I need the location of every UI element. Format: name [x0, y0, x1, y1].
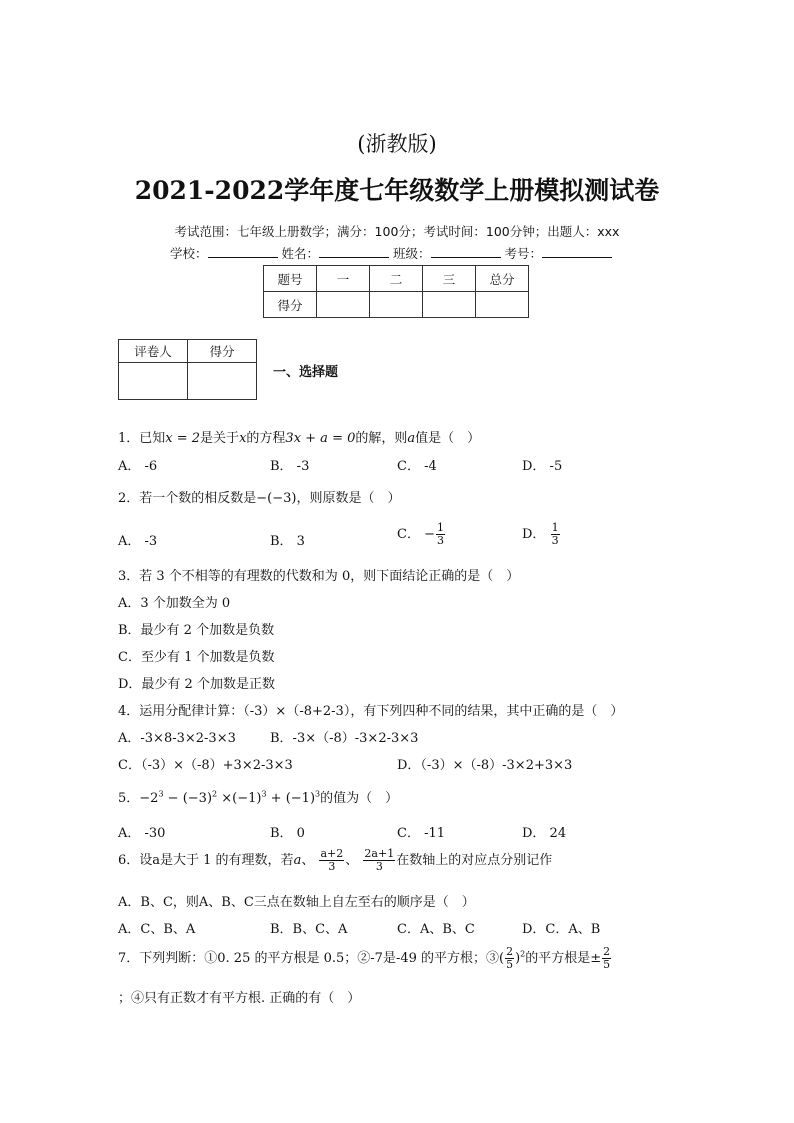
q6-fraction-1 — [319, 848, 344, 873]
q1-var-a: a — [407, 431, 416, 446]
q5-option-b[interactable]: B． 0 — [270, 826, 305, 841]
q6-option-c[interactable]: C．A、B、C — [397, 922, 475, 937]
q5-option-c[interactable]: C． -11 — [397, 826, 446, 841]
grader-table — [118, 339, 257, 400]
q5-option-d[interactable]: D． 24 — [522, 826, 567, 841]
question-6 — [118, 848, 552, 873]
q3-option-a[interactable]: A．3 个加数全为 0 — [118, 596, 231, 611]
score-table-row — [264, 292, 529, 318]
q7-line-2: ；④只有正数才有平方根. 正确的有（ ） — [118, 991, 361, 1006]
question-4: 4．运用分配律计算：（-3）×（-8+2-3），有下列四种不同的结果，其中正确的是（ ） — [118, 704, 624, 719]
q4-option-b[interactable]: B．-3×（-8）-3×2-3×3 — [270, 731, 419, 746]
q5-option-a[interactable]: A． -30 — [118, 826, 166, 841]
q7-mid2: 的平方根是± — [525, 951, 602, 966]
grader-header-cell: 评卷人 — [119, 340, 188, 363]
fraction-numerator: 2 — [506, 945, 514, 958]
q4-option-d[interactable]: D．（-3）×（-8）-3×2+3×3 — [397, 758, 573, 773]
score-table-header-row — [264, 266, 529, 292]
q1-mid2: 的方程 — [246, 431, 286, 446]
fraction-denominator: 3 — [328, 860, 336, 873]
q2-suffix: ，则原数是（ ） — [296, 491, 401, 506]
q1-equation-x: x = 2 — [165, 431, 201, 446]
expr-term: ×(−1) — [217, 791, 262, 806]
question-1 — [118, 427, 480, 446]
score-header-cell: 三 — [423, 266, 476, 292]
score-header-cell: 二 — [370, 266, 423, 292]
score-table — [263, 265, 529, 318]
exponent: 2 — [520, 949, 526, 959]
q1-mid3: 的解，则 — [355, 431, 408, 446]
q2-option-c[interactable] — [397, 522, 446, 547]
q2-option-d-label: D． — [522, 527, 546, 542]
exponent: 3 — [315, 789, 321, 799]
fraction-numerator: 2 — [603, 945, 611, 958]
q1-suffix: 值是（ ） — [415, 431, 481, 446]
question-5 — [118, 787, 398, 806]
fraction-numerator: 1 — [551, 521, 559, 534]
q5-expression — [139, 791, 320, 806]
q6-option-d[interactable]: D．C．A、B — [522, 922, 601, 937]
q2-prefix: 2．若一个数的相反数是 — [118, 491, 257, 506]
score-header-cell: 题号 — [264, 266, 317, 292]
fraction-numerator: 2a+1 — [364, 847, 395, 860]
q1-var-x: x — [239, 431, 247, 446]
grader-table-row — [119, 363, 257, 400]
q2-option-c-sign: − — [424, 527, 435, 542]
score-cell[interactable] — [476, 292, 529, 318]
q7-mid: ) — [515, 951, 521, 966]
separator: 、 — [345, 853, 359, 868]
fraction-numerator: 1 — [437, 521, 444, 534]
q1-mid: 是关于 — [200, 431, 240, 446]
grader-cell[interactable] — [188, 363, 257, 400]
q4-option-c[interactable]: C．（-3）×（-8）+3×2-3×3 — [118, 758, 293, 773]
q2-option-b[interactable]: B． 3 — [270, 534, 305, 549]
score-cell[interactable] — [317, 292, 370, 318]
grader-table-header-row — [119, 340, 257, 363]
q2-option-c-label: C． — [397, 527, 420, 542]
q1-option-b[interactable]: B． -3 — [270, 459, 310, 474]
fraction-denominator: 3 — [375, 860, 383, 873]
expr-term: + (−1) — [266, 791, 316, 806]
exponent: 3 — [261, 789, 267, 799]
name-field[interactable] — [319, 244, 389, 258]
q1-option-a[interactable]: A． -6 — [118, 459, 158, 474]
class-label: 班级： — [393, 246, 431, 261]
q3-option-c[interactable]: C．至少有 1 个加数是负数 — [118, 650, 275, 665]
q2-option-d[interactable] — [522, 522, 561, 547]
question-7 — [118, 946, 612, 971]
q1-option-c[interactable]: C． -4 — [397, 459, 437, 474]
q3-option-d[interactable]: D．最少有 2 个加数是正数 — [118, 677, 275, 692]
q6-suffix: 在数轴上的对应点分别记作 — [396, 853, 553, 868]
q1-equation: 3x + a = 0 — [285, 431, 356, 446]
q7-fraction — [505, 946, 514, 971]
q2-option-a[interactable]: A． -3 — [118, 534, 158, 549]
exam-no-label: 考号： — [504, 246, 543, 261]
expr-term: −2 — [139, 791, 159, 806]
score-cell[interactable] — [423, 292, 476, 318]
q6-line-2: A．B、C，则A、B、C三点在数轴上自左至右的顺序是（ ） — [118, 895, 475, 910]
fraction-denominator: 5 — [506, 958, 514, 971]
student-fields — [170, 244, 612, 262]
grader-cell[interactable] — [119, 363, 188, 400]
q6-option-b[interactable]: B．B、C、A — [270, 922, 348, 937]
name-label: 姓名： — [281, 246, 320, 261]
q2-expression: −(−3) — [256, 491, 297, 506]
fraction-denominator: 3 — [437, 534, 444, 547]
q4-option-a[interactable]: A．-3×8-3×2-3×3 — [118, 731, 236, 746]
q2-option-c-fraction — [436, 522, 445, 547]
question-3: 3．若 3 个不相等的有理数的代数和为 0，则下面结论正确的是（ ） — [118, 569, 520, 584]
exam-no-field[interactable] — [542, 244, 612, 258]
q7-prefix: 7．下列判断：①0. 25 的平方根是 0.5；②-7是-49 的平方根；③( — [118, 951, 505, 966]
grader-header-cell: 得分 — [188, 340, 257, 363]
question-2 — [118, 487, 401, 506]
score-cell[interactable] — [370, 292, 423, 318]
q1-prefix: 1．已知 — [118, 431, 166, 446]
q6-option-a[interactable]: A．C、B、A — [118, 922, 196, 937]
edition-label: (浙教版) — [357, 132, 437, 156]
score-row-label: 得分 — [264, 292, 317, 318]
q3-option-b[interactable]: B．最少有 2 个加数是负数 — [118, 623, 275, 638]
exam-info: 考试范围：七年级上册数学；满分：100分；考试时间：100分钟；出题人：xxx — [174, 224, 620, 239]
class-field[interactable] — [431, 244, 501, 258]
q6-fraction-2 — [363, 848, 395, 873]
expr-term: − (−3) — [163, 791, 213, 806]
q2-option-d-fraction — [551, 522, 560, 547]
school-label: 学校： — [170, 246, 208, 261]
q7-fraction-2 — [602, 946, 611, 971]
score-header-cell: 一 — [317, 266, 370, 292]
fraction-numerator: a+2 — [320, 847, 344, 860]
fraction-denominator: 5 — [603, 958, 611, 971]
score-header-cell: 总分 — [476, 266, 529, 292]
fraction-denominator: 3 — [551, 534, 559, 547]
q5-prefix: 5． — [118, 791, 140, 806]
q6-prefix: 6．设a是大于 1 的有理数，若 — [118, 853, 294, 868]
q5-suffix: 的值为（ ） — [320, 791, 399, 806]
exam-title: 2021-2022学年度七年级数学上册模拟测试卷 — [134, 176, 660, 205]
section-title: 一、选择题 — [273, 365, 339, 380]
school-field[interactable] — [208, 244, 278, 258]
q6-var-a: a — [293, 853, 302, 868]
separator: 、 — [301, 853, 315, 868]
q1-option-d[interactable]: D． -5 — [522, 459, 563, 474]
exponent: 2 — [212, 789, 218, 799]
exponent: 3 — [158, 789, 164, 799]
